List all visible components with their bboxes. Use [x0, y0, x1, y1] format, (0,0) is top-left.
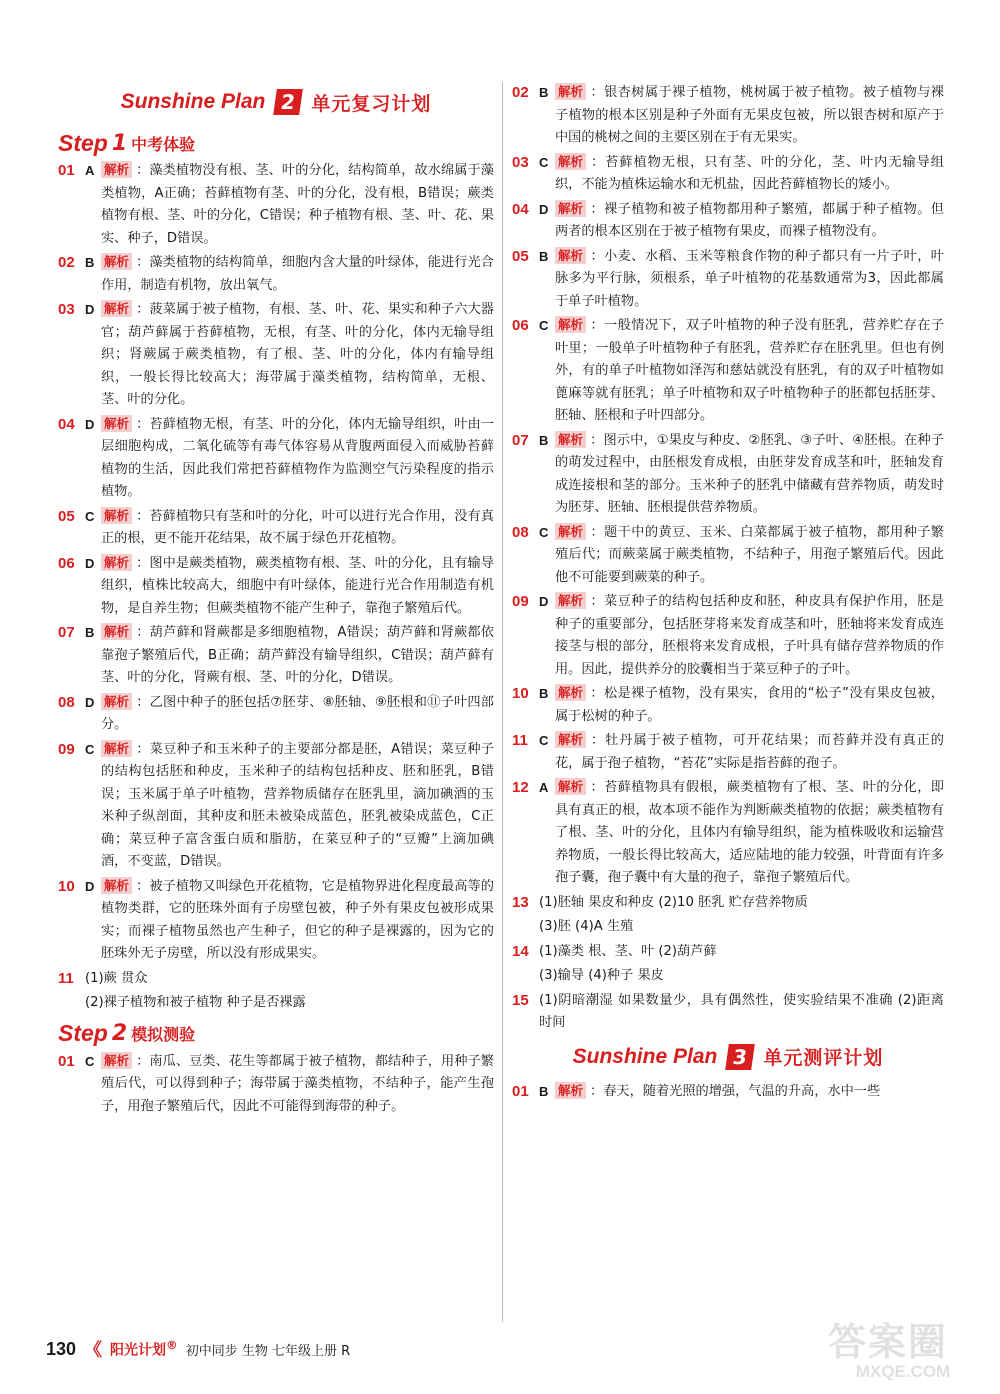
answer-entry: [58, 876, 494, 966]
analysis-tag: 解析: [101, 161, 132, 178]
answer-text: (1)阴暗潮湿 如果数量少，具有偶然性，使实验结果不准确 (2)距离 时间: [539, 992, 944, 1030]
answer-entry: [512, 430, 944, 520]
analysis-tag: 解析: [555, 684, 586, 701]
answer-text: ：苔藓植物只有茎和叶的分化，叶可以进行光合作用，没有真正的根，更不能开花结果，故不属于绿色开花植物。: [101, 508, 494, 546]
answer-text: ：裸子植物和被子植物都用种子繁殖，都属于种子植物。但两者的根本区别在于被子植物有果皮，而裸子植物没有。: [555, 201, 944, 239]
analysis-tag: 解析: [555, 247, 586, 264]
unit-review-banner: [58, 82, 494, 122]
answer-body: [101, 1051, 494, 1119]
question-number: 08: [512, 523, 529, 541]
step-word: Step: [58, 129, 108, 156]
answer-letter: C: [539, 318, 549, 333]
analysis-tag: 解析: [101, 253, 132, 270]
answer-body: [555, 777, 944, 890]
question-number: 02: [512, 84, 529, 101]
analysis-tag: 解析: [555, 153, 586, 170]
watermark-title: 答案圈: [828, 1320, 949, 1364]
answer-entry: [512, 777, 944, 890]
answer-entry: [58, 506, 494, 551]
answer-text: ：苔藓植物无根，有茎、叶的分化，体内无输导组织，叶由一层细胞构成，二氧化硫等有毒气体容易从背腹两面侵入而威胁苔藓植物的生活，因此我们常把苔藓植物作为监测空气污染程度的指示植物。: [101, 416, 494, 499]
answer-text: (1)藻类 根、茎、叶 (2)葫芦藓: [539, 943, 717, 959]
book-subtitle: 初中同步 生物 七年级上册 R: [185, 1343, 351, 1359]
answer-letter: D: [539, 594, 549, 609]
step2-answer-list: [58, 1051, 494, 1119]
registered-mark: ®: [166, 1338, 178, 1353]
column-divider: [502, 82, 503, 1322]
analysis-tag: 解析: [101, 415, 132, 432]
question-number: 01: [58, 162, 75, 179]
analysis-tag: 解析: [101, 740, 132, 757]
question-number: 09: [512, 593, 529, 610]
answer-letter: C: [85, 741, 95, 757]
answer-text: ：松是裸子植物，没有果实，食用的“松子”没有果皮包被，属于松树的种子。: [555, 686, 944, 724]
step-title: 中考体验: [131, 134, 196, 154]
answer-letter: B: [539, 686, 549, 701]
answer-text: ：南瓜、豆类、花生等都属于被子植物，都结种子，用种子繁殖后代，可以得到种子；海带属于藻类植物，不结种子，能产生孢子，用孢子繁殖后代，因此不可能得到海带的种子。: [101, 1053, 494, 1114]
answer-letter: B: [539, 1083, 549, 1099]
answer-body: [101, 739, 494, 874]
answer-text: ：一般情况下，双子叶植物的种子没有胚乳，营养贮存在子叶里；一般单子叶植物种子有胚乳，营养贮存在胚乳里。但也有例外，有的单子叶植物如泽泻和慈姑就没有胚乳，有的双子叶植物如蓖麻等就有胚乳；单子叶植物和双子叶植物种子的胚都包括胚芽、胚轴、胚根和子叶四部分。: [555, 318, 944, 423]
question-number: 05: [512, 247, 529, 265]
step1-heading: [58, 126, 494, 160]
analysis-tag: 解析: [101, 877, 132, 894]
analysis-tag: 解析: [101, 1052, 132, 1069]
answer-entry: [512, 730, 944, 775]
analysis-tag: 解析: [101, 300, 132, 317]
answer-body: [101, 299, 494, 412]
answer-text: ：图示中，①果皮与种皮、②胚乳、③子叶、④胚根。在种子的萌发过程中，由胚根发育成根，由胚芽发育成茎和叶，胚轴发育成连接根和茎的部分。玉米种子的胚乳中储藏有营养物质，萌发时为胚芽、胚轴、胚根提供营养物质。: [555, 432, 944, 515]
question-number: 07: [58, 624, 75, 641]
answer-text: (1)蕨 贯众: [85, 970, 148, 986]
question-number: 05: [58, 507, 75, 525]
answer-text: ：菠菜属于被子植物，有根、茎、叶、花、果实和种子六大器官；葫芦藓属于苔藓植物，无根，有茎、叶的分化，体内无输导组织；肾蕨属于蕨类植物，有了根、茎、叶的分化，体内有输导组织，一般长得比较高大；海带属于藻类植物，结构简单，无根、茎、叶的分化。: [101, 302, 494, 407]
answer-body: [101, 876, 494, 966]
right-column: [512, 82, 944, 1105]
answer-text: (1)胚轴 果皮和种皮 (2)10 胚乳 贮存营养物质: [539, 894, 808, 910]
answer-letter: D: [85, 416, 95, 432]
answer-entry: [58, 739, 494, 874]
answer-entry: [512, 152, 944, 197]
answer-entry: [512, 965, 944, 988]
answer-letter: D: [85, 694, 95, 710]
analysis-tag: 解析: [555, 83, 586, 100]
answer-body: [555, 1081, 944, 1104]
unit-test-answer-list: [512, 1081, 944, 1104]
banner-prefix: Sunshine Plan: [572, 1044, 718, 1068]
answer-text: ：藻类植物没有根、茎、叶的分化，结构简单，故水绵属于藻类植物，A正确；苔藓植物有茎、叶的分化，没有根，B错误；蕨类植物有根、茎、叶的分化，C错误；种子植物有根、茎、叶、花、果实、种子，D错误。: [101, 163, 494, 246]
answer-letter: D: [85, 302, 95, 317]
answer-body: [539, 990, 944, 1035]
answer-entry: [58, 414, 494, 504]
answer-letter: C: [85, 508, 95, 524]
page-footer: [46, 1336, 350, 1362]
answer-body: [555, 683, 944, 728]
analysis-tag: 解析: [101, 507, 132, 524]
analysis-tag: 解析: [101, 554, 132, 571]
question-number: 04: [512, 200, 529, 218]
banner-prefix: Sunshine Plan: [120, 90, 266, 113]
answer-text: ：小麦、水稻、玉米等粮食作物的种子都只有一片子叶，叶脉多为平行脉，须根系，单子叶植物的花基数通常为3，因此都属于单子叶植物。: [555, 248, 944, 309]
question-number: 07: [512, 431, 529, 449]
answer-body: [101, 692, 494, 737]
answer-entry: [58, 622, 494, 690]
answer-entry: [512, 246, 944, 314]
answer-body: [539, 892, 944, 915]
question-number: [512, 916, 539, 939]
answer-body: [101, 252, 494, 297]
analysis-tag: 解析: [555, 431, 586, 448]
banner-number: 3: [726, 1044, 756, 1070]
answer-entry: [58, 1051, 494, 1119]
question-number: 01: [58, 1052, 75, 1070]
answer-letter: A: [85, 163, 95, 178]
answer-body: [539, 965, 944, 988]
answer-entry: [512, 1081, 944, 1104]
answer-letter: C: [539, 154, 549, 170]
step1-answer-list: [58, 160, 494, 1015]
question-number: 06: [58, 554, 75, 572]
question-number: 15: [512, 991, 529, 1009]
banner-number: 2: [274, 89, 304, 115]
answer-entry: [512, 199, 944, 244]
answer-body: [101, 506, 494, 551]
analysis-tag: 解析: [101, 623, 132, 640]
answer-body: [101, 160, 494, 250]
step2-answer-list-continued: [512, 82, 944, 1035]
answer-entry: [512, 916, 944, 939]
answer-entry: [512, 683, 944, 728]
answer-text: (3)胚 (4)A 生殖: [539, 919, 634, 934]
brand-text: 阳光计划: [110, 1342, 167, 1359]
question-number: [58, 992, 85, 1015]
left-column: [58, 82, 494, 1120]
watermark-url: MXQE.COM: [855, 1362, 951, 1381]
answer-text: ：菜豆种子和玉米种子的主要部分都是胚，A错误；菜豆种子的结构包括胚和种皮，玉米种子的结构包括种皮、胚和胚乳，B错误；玉米属于单子叶植物，营养物质储存在胚乳里，滴加碘酒的玉米种子纵剖面，其种皮和胚未被染成蓝色，胚乳被染成蓝色，C正确；菜豆种子富含蛋白质和脂肪，在菜豆种子的“豆瓣”上滴加碘酒，不变蓝，D错误。: [101, 741, 494, 869]
answer-body: [101, 414, 494, 504]
answer-letter: A: [539, 780, 549, 795]
question-number: 11: [58, 969, 74, 987]
question-number: 03: [512, 153, 529, 171]
answer-text: ：图中是蕨类植物，蕨类植物有根、茎、叶的分化，且有输导组织，植株比较高大，细胞中有叶绿体，能进行光合作用制造有机物，是自养生物；但蕨类植物不能产生种子，靠孢子繁殖后代。: [101, 555, 494, 616]
question-number: [512, 965, 539, 988]
answer-text: ：乙图中种子的胚包括⑦胚芽、⑧胚轴、⑨胚根和⑪子叶四部分。: [101, 694, 494, 732]
answer-body: [555, 730, 944, 775]
question-number: 11: [512, 732, 528, 749]
answer-letter: D: [85, 555, 95, 571]
answer-entry: [512, 315, 944, 428]
answer-letter: B: [85, 255, 95, 270]
answer-body: [555, 591, 944, 681]
step-number: 1: [111, 130, 128, 156]
answer-body: [555, 522, 944, 590]
analysis-tag: 解析: [555, 1082, 586, 1099]
answer-text: ：菜豆种子的结构包括种皮和胚，种皮具有保护作用，胚是种子的重要部分，包括胚芽将来发育成茎和叶，胚轴将来发育成连接茎与根的部分，胚根将来发育成根，子叶具有储存营养物质的作用。因此，提供养分的胶囊相当于菜豆种子的子叶。: [555, 594, 944, 677]
question-number: 03: [58, 301, 75, 318]
banner-title: 单元复习计划: [311, 92, 432, 115]
answer-entry: [58, 252, 494, 297]
question-number: 06: [512, 317, 529, 334]
question-number: 14: [512, 942, 529, 960]
answer-text: (2)裸子植物和被子植物 种子是否裸露: [85, 995, 306, 1010]
answer-letter: B: [539, 432, 549, 448]
answer-entry: [58, 968, 494, 991]
answer-text: ：牡丹属于被子植物，可开花结果；而苔藓并没有真正的花，属于孢子植物，“苔花”实际是指苔藓的孢子。: [555, 733, 944, 771]
answer-body: [555, 315, 944, 428]
answer-letter: C: [539, 524, 549, 540]
step2-heading: [58, 1017, 494, 1051]
question-number: 04: [58, 415, 75, 433]
unit-test-banner: [512, 1037, 944, 1077]
answer-text: (3)输导 (4)种子 果皮: [539, 968, 664, 983]
answer-body: [555, 199, 944, 244]
answer-text: ：葫芦藓和肾蕨都是多细胞植物，A错误；葫芦藓和肾蕨都依靠孢子繁殖后代，B正确；葫芦藓没有输导组织，C错误；葫芦藓有茎、叶的分化，肾蕨有根、茎、叶的分化，D错误。: [101, 625, 494, 685]
answer-body: [539, 916, 944, 939]
answer-body: [101, 622, 494, 690]
answer-body: [101, 553, 494, 621]
answer-body: [555, 152, 944, 197]
answer-letter: D: [539, 201, 549, 217]
question-number: 12: [512, 779, 529, 796]
answer-text: ：苔藓植物无根，只有茎、叶的分化，茎、叶内无输导组织，不能为植株运输水和无机盐，因此苔藓植物长的矮小。: [555, 154, 944, 192]
answer-entry: [58, 553, 494, 621]
analysis-tag: 解析: [555, 523, 586, 540]
answer-letter: C: [539, 733, 549, 748]
answer-entry: [512, 82, 944, 150]
answer-body: [539, 941, 944, 964]
analysis-tag: 解析: [555, 731, 586, 748]
brand-name: [110, 1338, 178, 1360]
chevron-icon: 《: [84, 1340, 103, 1361]
question-number: 10: [58, 877, 75, 895]
answer-text: ：藻类植物的结构简单，细胞内含大量的叶绿体，能进行光合作用，制造有机物，放出氧气。: [101, 255, 494, 293]
answer-body: [555, 430, 944, 520]
answer-body: [555, 246, 944, 314]
question-number: 08: [58, 693, 75, 711]
question-number: 09: [58, 740, 75, 758]
answer-letter: B: [539, 248, 549, 264]
answer-letter: C: [85, 1053, 95, 1069]
analysis-tag: 解析: [555, 200, 586, 217]
answer-body: [555, 82, 944, 150]
answer-entry: [512, 892, 944, 915]
banner-title: 单元测评计划: [763, 1047, 884, 1069]
analysis-tag: 解析: [101, 693, 132, 710]
step-word: Step: [58, 1020, 108, 1046]
question-number: 02: [58, 254, 75, 271]
answer-entry: [58, 160, 494, 250]
answer-entry: [512, 990, 944, 1035]
answer-text: ：银杏树属于裸子植物，桃树属于被子植物。被子植物与裸子植物的根本区别是种子外面有无果皮包被，所以银杏树和原产于中国的桃树之间的主要区别在于有无果实。: [555, 85, 944, 145]
answer-body: [85, 968, 494, 991]
answer-text: ：题干中的黄豆、玉米、白菜都属于被子植物，都用种子繁殖后代；而蕨菜属于蕨类植物，不结种子，用孢子繁殖后代。因此他不可能要到蕨菜的种子。: [555, 524, 944, 585]
answer-text: ：春天，随着光照的增强，气温的升高，水中一些: [590, 1083, 881, 1099]
analysis-tag: 解析: [555, 592, 586, 609]
watermark-logo: [828, 1322, 978, 1384]
answer-body: [85, 992, 494, 1015]
step-number: 2: [111, 1021, 128, 1046]
question-number: 10: [512, 685, 529, 702]
page-number: 130: [46, 1338, 77, 1359]
answer-entry: [58, 299, 494, 412]
answer-entry: [58, 692, 494, 737]
answer-letter: B: [85, 625, 95, 640]
answer-letter: D: [85, 878, 95, 894]
answer-text: ：被子植物又叫绿色开花植物，它是植物界进化程度最高等的植物类群，它的胚珠外面有子房壁包被，种子外有果皮包被形成果实；而裸子植物虽然也产生种子，但它的种子是裸露的，因为它的胚珠外无子房壁，所以没有形成果实。: [101, 878, 494, 961]
answer-letter: B: [539, 85, 549, 100]
question-number: 13: [512, 893, 529, 911]
step-title: 模拟测验: [131, 1025, 196, 1044]
answer-entry: [512, 941, 944, 964]
analysis-tag: 解析: [555, 316, 586, 333]
question-number: 01: [512, 1082, 529, 1100]
answer-entry: [512, 522, 944, 590]
answer-text: ：苔藓植物具有假根，蕨类植物有了根、茎、叶的分化，即具有真正的根，故本项不能作为判断蕨类植物的依据；蕨类植物有了根、茎、叶的分化，且体内有输导组织，能为植株吸收和运输营养物质，一般长得比较高大，适应陆地的能力较强，叶背面有许多孢子囊，孢子囊中有大量的孢子，靠孢子繁殖后代。: [555, 780, 944, 885]
analysis-tag: 解析: [555, 778, 586, 795]
answer-entry: [512, 591, 944, 681]
answer-entry: [58, 992, 494, 1015]
